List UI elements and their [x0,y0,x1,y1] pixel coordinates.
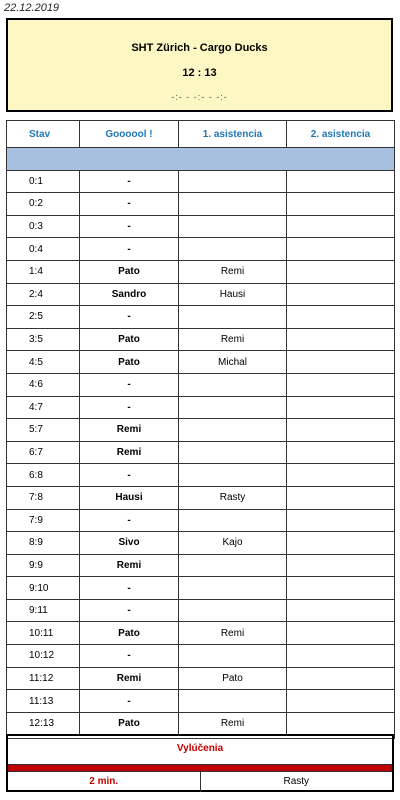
assist-1-cell [179,238,287,261]
goal-row [7,645,395,668]
assist-2-cell [287,170,395,193]
assist-1-cell [179,645,287,668]
goal-row [7,306,395,329]
goal-row [7,419,395,442]
assist-2-cell [287,577,395,600]
assist-1-cell [179,215,287,238]
goal-row [7,532,395,555]
assist-1-cell: Hausi [179,283,287,306]
goal-scorer-cell: Remi [80,667,179,690]
goal-score-cell: 0:3 [7,215,80,238]
goal-row [7,238,395,261]
goal-scorer-cell: Pato [80,260,179,283]
goal-scorer-cell: - [80,215,179,238]
goal-row [7,373,395,396]
goal-row [7,667,395,690]
goal-row [7,170,395,193]
goal-row [7,193,395,216]
goal-score-cell: 6:7 [7,441,80,464]
goal-row [7,441,395,464]
column-header-goal: Goooool ! [80,121,179,148]
goal-row [7,351,395,374]
assist-2-cell [287,486,395,509]
assist-2-cell [287,667,395,690]
goal-scorer-cell: - [80,238,179,261]
goals-table [6,120,395,739]
goal-row [7,396,395,419]
goal-row [7,712,395,735]
assist-1-cell: Remi [179,328,287,351]
goal-row [7,328,395,351]
goal-scorer-cell: - [80,690,179,713]
goal-score-cell: 2:5 [7,306,80,329]
match-title: SHT Zürich - Cargo Ducks [131,42,268,54]
goal-scorer-cell: - [80,170,179,193]
goal-row [7,509,395,532]
goal-scorer-cell: - [80,645,179,668]
goal-scorer-cell: - [80,509,179,532]
penalty-player: Rasty [283,776,310,787]
assist-2-cell [287,193,395,216]
goal-score-cell: 11:13 [7,690,80,713]
goal-row [7,577,395,600]
assist-2-cell [287,509,395,532]
assist-1-cell [179,690,287,713]
goal-score-cell: 7:8 [7,486,80,509]
assist-1-cell: Kajo [179,532,287,555]
assist-2-cell [287,351,395,374]
goal-score-cell: 7:9 [7,509,80,532]
column-header-assist-2: 2. asistencia [287,121,395,148]
goal-row [7,464,395,487]
penalties-title: Vylúčenia [176,743,224,754]
goal-scorer-cell: Pato [80,328,179,351]
goal-scorer-cell: Remi [80,419,179,442]
goal-scorer-cell: - [80,306,179,329]
goal-score-cell: 4:7 [7,396,80,419]
assist-1-cell: Pato [179,667,287,690]
goal-score-cell: 9:9 [7,554,80,577]
goal-scorer-cell: Pato [80,622,179,645]
goal-scorer-cell: Sivo [80,532,179,555]
goal-score-cell: 1:4 [7,260,80,283]
goal-row [7,283,395,306]
goal-row [7,215,395,238]
assist-2-cell [287,283,395,306]
assist-2-cell [287,554,395,577]
assist-2-cell [287,396,395,419]
assist-1-cell: Remi [179,712,287,735]
assist-1-cell [179,306,287,329]
column-header-stav: Stav [7,121,80,148]
assist-2-cell [287,622,395,645]
goal-scorer-cell: Pato [80,351,179,374]
assist-2-cell [287,712,395,735]
goal-row [7,622,395,645]
assist-1-cell [179,193,287,216]
goal-scorer-cell: - [80,464,179,487]
assist-2-cell [287,441,395,464]
goal-score-cell: 9:10 [7,577,80,600]
goal-score-cell: 3:5 [7,328,80,351]
goal-scorer-cell: - [80,396,179,419]
penalty-duration: 2 min. [8,771,201,792]
goal-score-cell: 11:12 [7,667,80,690]
assist-1-cell [179,509,287,532]
goal-row [7,690,395,713]
match-header [6,18,393,112]
penalty-row [8,771,392,792]
goal-score-cell: 4:5 [7,351,80,374]
goal-scorer-cell: Pato [80,712,179,735]
assist-1-cell: Rasty [179,486,287,509]
penalties-box [6,734,394,792]
header-divider [7,148,395,171]
assist-2-cell [287,645,395,668]
assist-2-cell [287,238,395,261]
assist-2-cell [287,306,395,329]
goal-score-cell: 0:1 [7,170,80,193]
goal-score-cell: 2:4 [7,283,80,306]
match-date: 22.12.2019 [4,2,60,14]
assist-2-cell [287,532,395,555]
assist-1-cell: Michal [179,351,287,374]
assist-1-cell [179,554,287,577]
goal-scorer-cell: Remi [80,441,179,464]
goal-scorer-cell: - [80,373,179,396]
match-score: 12 : 13 [182,67,217,79]
assist-1-cell: Remi [179,622,287,645]
assist-2-cell [287,215,395,238]
assist-2-cell [287,328,395,351]
assist-2-cell [287,260,395,283]
goal-score-cell: 8:9 [7,532,80,555]
goal-row [7,554,395,577]
assist-1-cell [179,464,287,487]
goal-scorer-cell: Sandro [80,283,179,306]
column-header-assist-1: 1. asistencia [179,121,287,148]
assist-1-cell [179,441,287,464]
goal-row [7,486,395,509]
assist-1-cell [179,396,287,419]
goal-score-cell: 5:7 [7,419,80,442]
goal-scorer-cell: - [80,577,179,600]
goal-score-cell: 0:2 [7,193,80,216]
goal-scorer-cell: - [80,599,179,622]
goal-row [7,260,395,283]
period-scores: -:- - -:- - -:- [171,92,228,102]
assist-2-cell [287,599,395,622]
goal-score-cell: 9:11 [7,599,80,622]
goal-scorer-cell: Remi [80,554,179,577]
assist-2-cell [287,690,395,713]
goals-table-header [7,121,395,148]
assist-2-cell [287,464,395,487]
assist-1-cell [179,599,287,622]
goal-score-cell: 0:4 [7,238,80,261]
assist-2-cell [287,419,395,442]
assist-1-cell [179,577,287,600]
goal-scorer-cell: - [80,193,179,216]
goal-score-cell: 10:11 [7,622,80,645]
goal-row [7,599,395,622]
goal-score-cell: 4:6 [7,373,80,396]
goal-scorer-cell: Hausi [80,486,179,509]
assist-1-cell [179,170,287,193]
assist-1-cell [179,373,287,396]
assist-2-cell [287,373,395,396]
assist-1-cell [179,419,287,442]
goal-score-cell: 12:13 [7,712,80,735]
goal-score-cell: 6:8 [7,464,80,487]
assist-1-cell: Remi [179,260,287,283]
goal-score-cell: 10:12 [7,645,80,668]
